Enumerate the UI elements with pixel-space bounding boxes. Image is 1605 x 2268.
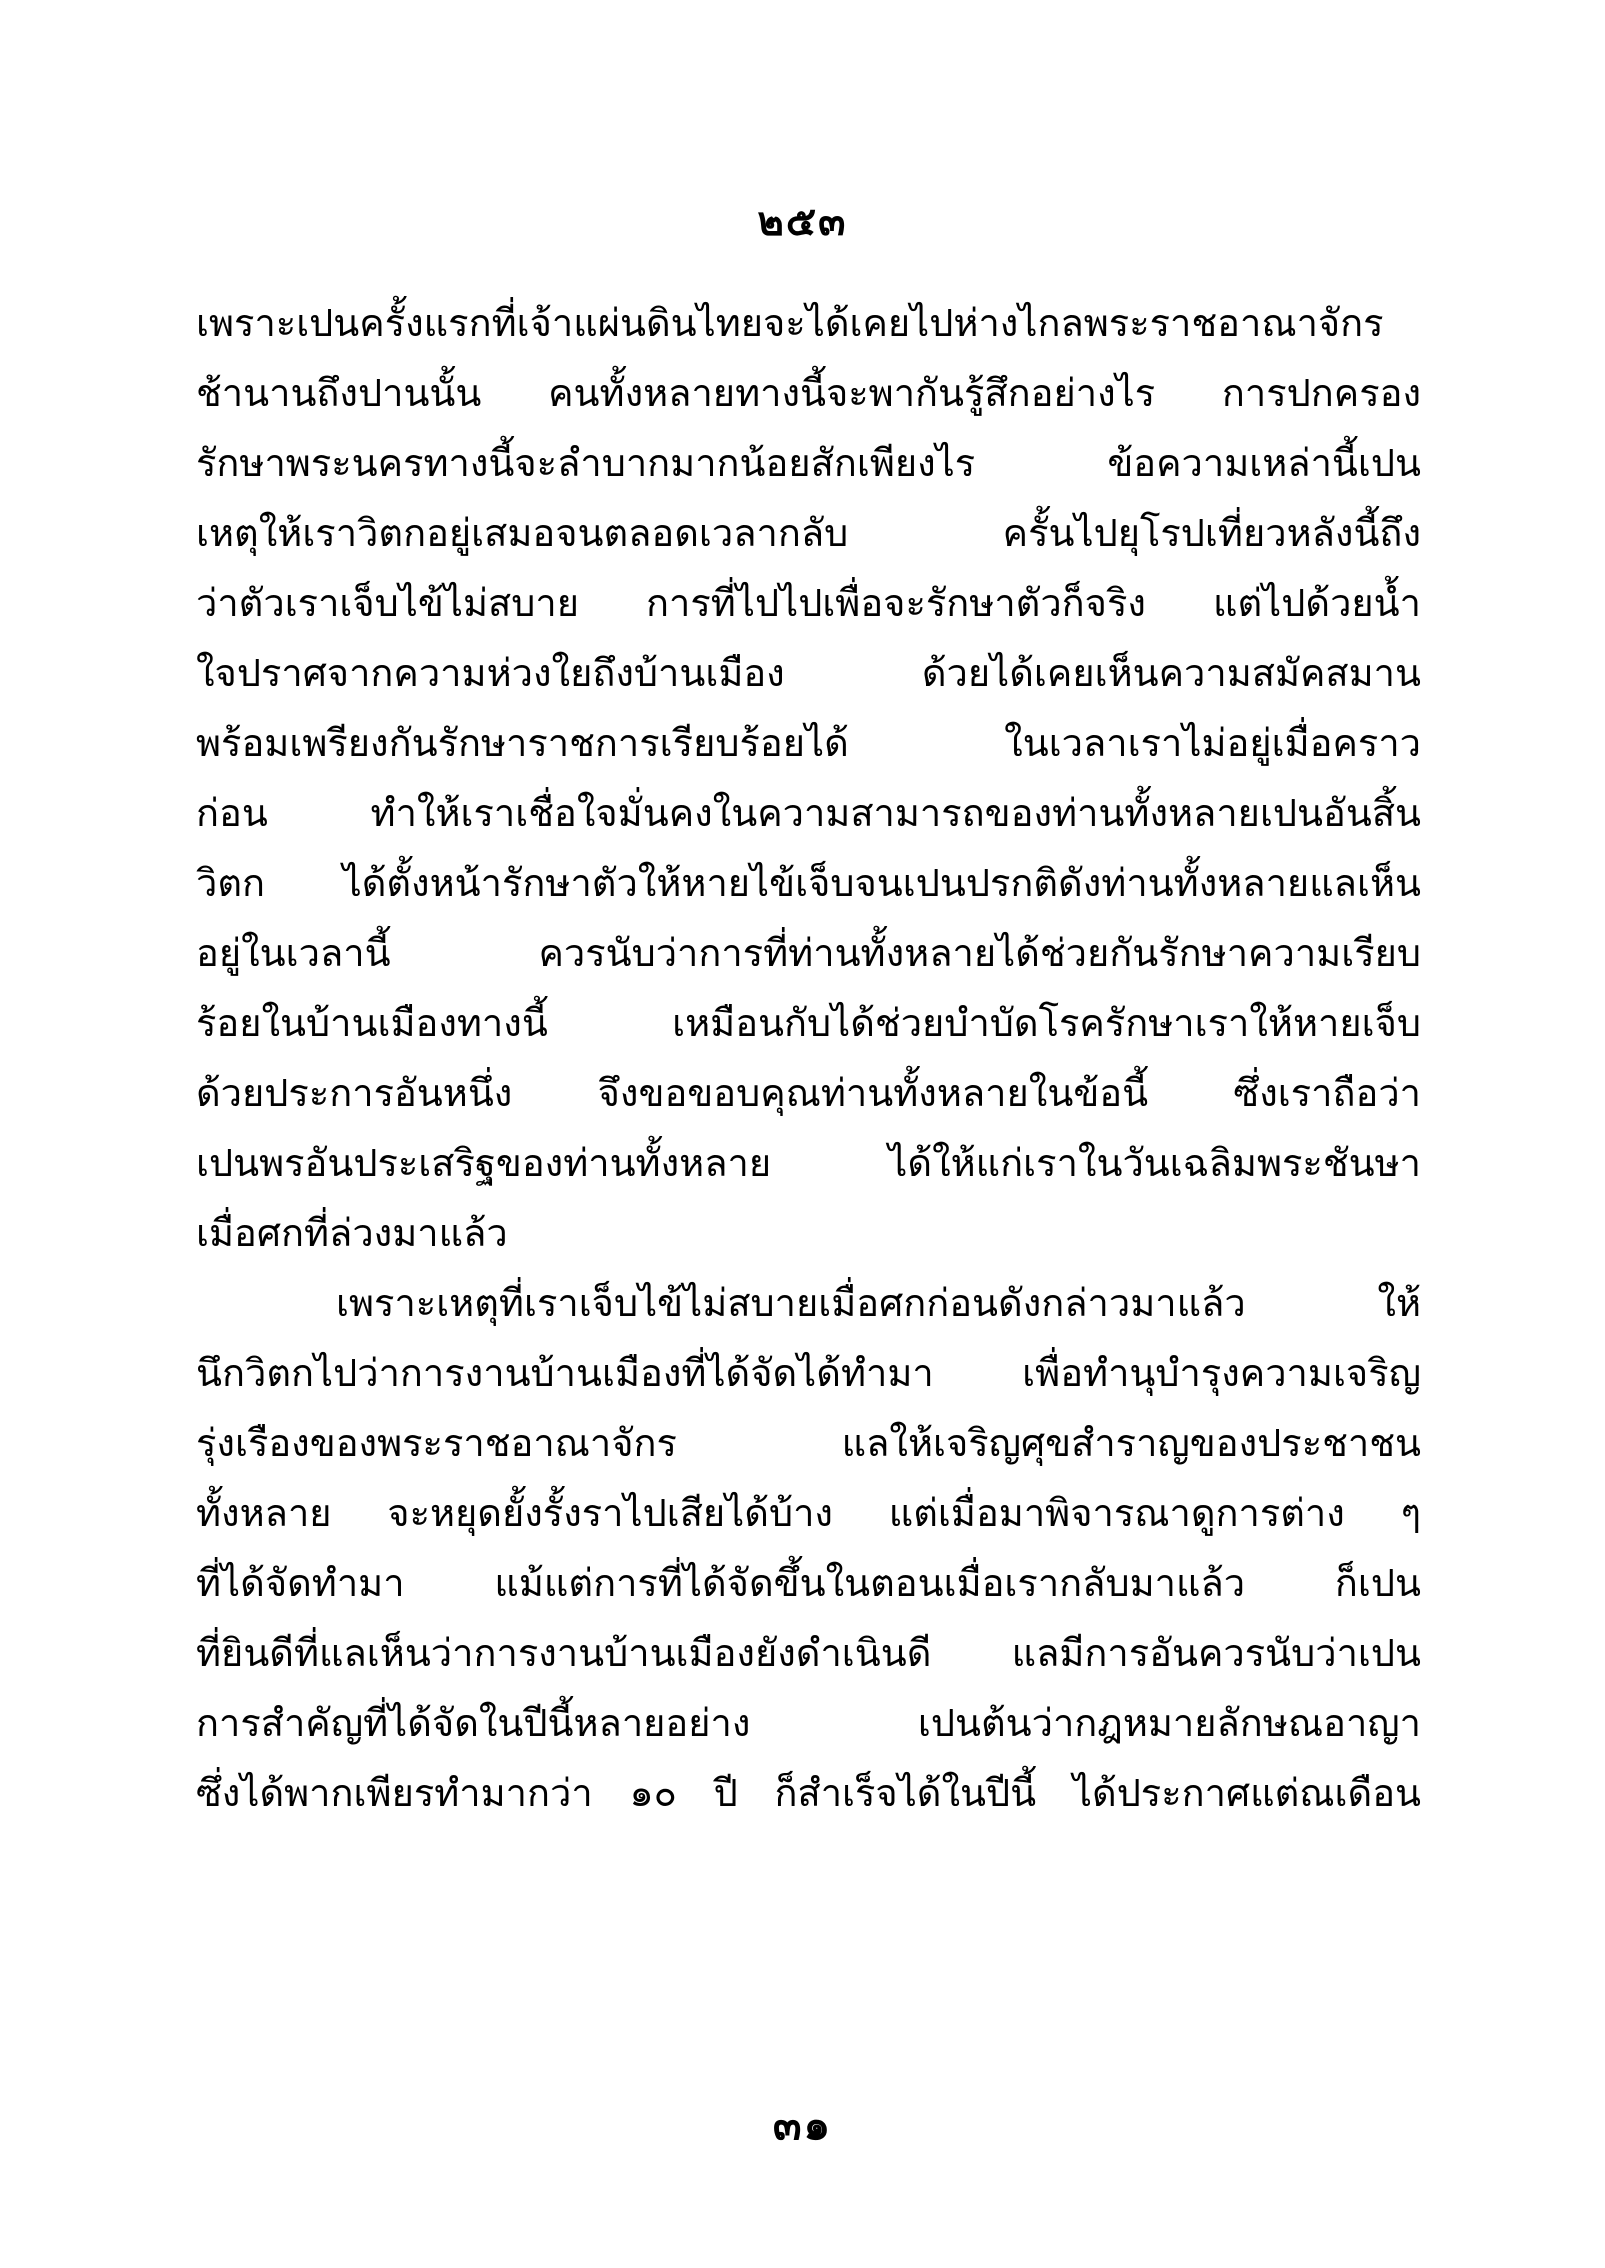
text-line: ร้อยในบ้านเมืองทางนี้ เหมือนกับได้ช่วยบำบัดโรครักษาเราให้หายเจ็บ <box>196 1001 1421 1045</box>
text-line: ใจปราศจากความห่วงใยถึงบ้านเมือง ด้วยได้เคยเห็นความสมัคสมาน <box>196 651 1421 695</box>
text-line: วิตก ได้ตั้งหน้ารักษาตัวให้หายไข้เจ็บจนเปนปรกติดังท่านทั้งหลายแลเห็น <box>196 861 1421 905</box>
text-line: พร้อมเพรียงกันรักษาราชการเรียบร้อยได้ ในเวลาเราไม่อยู่เมื่อคราว <box>196 721 1421 765</box>
text-line: ด้วยประการอันหนึ่ง จึงขอขอบคุณท่านทั้งหลายในข้อนี้ ซึ่งเราถือว่า <box>196 1071 1421 1115</box>
text-line: เหตุให้เราวิตกอยู่เสมอจนตลอดเวลากลับ ครั้นไปยุโรปเที่ยวหลังนี้ถึง <box>196 511 1421 555</box>
paragraph-2 <box>196 1268 1421 1828</box>
text-line: อยู่ในเวลานี้ ควรนับว่าการที่ท่านทั้งหลายได้ช่วยกันรักษาความเรียบ <box>196 931 1421 975</box>
body-text <box>196 288 1421 1828</box>
text-line: นึกวิตกไปว่าการงานบ้านเมืองที่ได้จัดได้ทำมา เพื่อทำนุบำรุงความเจริญ <box>196 1351 1421 1395</box>
text-line: เพราะเหตุที่เราเจ็บไข้ไม่สบายเมื่อศกก่อนดังกล่าวมาแล้ว ให้ <box>336 1281 1421 1325</box>
page-number-footer: ๓๑ <box>772 2100 833 2149</box>
text-line: ว่าตัวเราเจ็บไข้ไม่สบาย การที่ไปไปเพื่อจะรักษาตัวก็จริง แต่ไปด้วยน้ำ <box>196 581 1421 625</box>
text-line: เพราะเปนครั้งแรกที่เจ้าแผ่นดินไทยจะได้เคยไปห่างไกลพระราชอาณาจักร <box>196 301 1384 345</box>
text-line: ทั้งหลาย จะหยุดยั้งรั้งราไปเสียได้บ้าง แต่เมื่อมาพิจารณาดูการต่าง ๆ <box>196 1491 1421 1535</box>
paragraph-1 <box>196 288 1421 1268</box>
text-line: เมื่อศกที่ล่วงมาแล้ว <box>196 1211 508 1255</box>
text-line: เปนพรอันประเสริฐของท่านทั้งหลาย ได้ให้แก่เราในวันเฉลิมพระชันษา <box>196 1141 1421 1185</box>
text-line: รุ่งเรืองของพระราชอาณาจักร แลให้เจริญศุขสำราญของประชาชน <box>196 1421 1421 1465</box>
text-line: ที่ยินดีที่แลเห็นว่าการงานบ้านเมืองยังดำเนินดี แลมีการอันควรนับว่าเปน <box>196 1631 1421 1675</box>
text-line: ช้านานถึงปานนั้น คนทั้งหลายทางนี้จะพากันรู้สึกอย่างไร การปกครอง <box>196 371 1421 415</box>
text-line: ที่ได้จัดทำมา แม้แต่การที่ได้จัดขึ้นในตอนเมื่อเรากลับมาแล้ว ก็เปน <box>196 1561 1421 1605</box>
page-number-header: ๒๕๓ <box>757 198 848 245</box>
text-line: การสำคัญที่ได้จัดในปีนี้หลายอย่าง เปนต้นว่ากฎหมายลักษณอาญา <box>196 1701 1421 1745</box>
text-line: รักษาพระนครทางนี้จะลำบากมากน้อยสักเพียงไร ข้อความเหล่านี้เปน <box>196 441 1421 485</box>
text-line: ก่อน ทำให้เราเชื่อใจมั่นคงในความสามารถของท่านทั้งหลายเปนอันสิ้น <box>196 791 1421 835</box>
text-line: ซึ่งได้พากเพียรทำมากว่า ๑๐ ปี ก็สำเร็จได้ในปีนี้ ได้ประกาศแต่ณเดือน <box>196 1771 1421 1815</box>
